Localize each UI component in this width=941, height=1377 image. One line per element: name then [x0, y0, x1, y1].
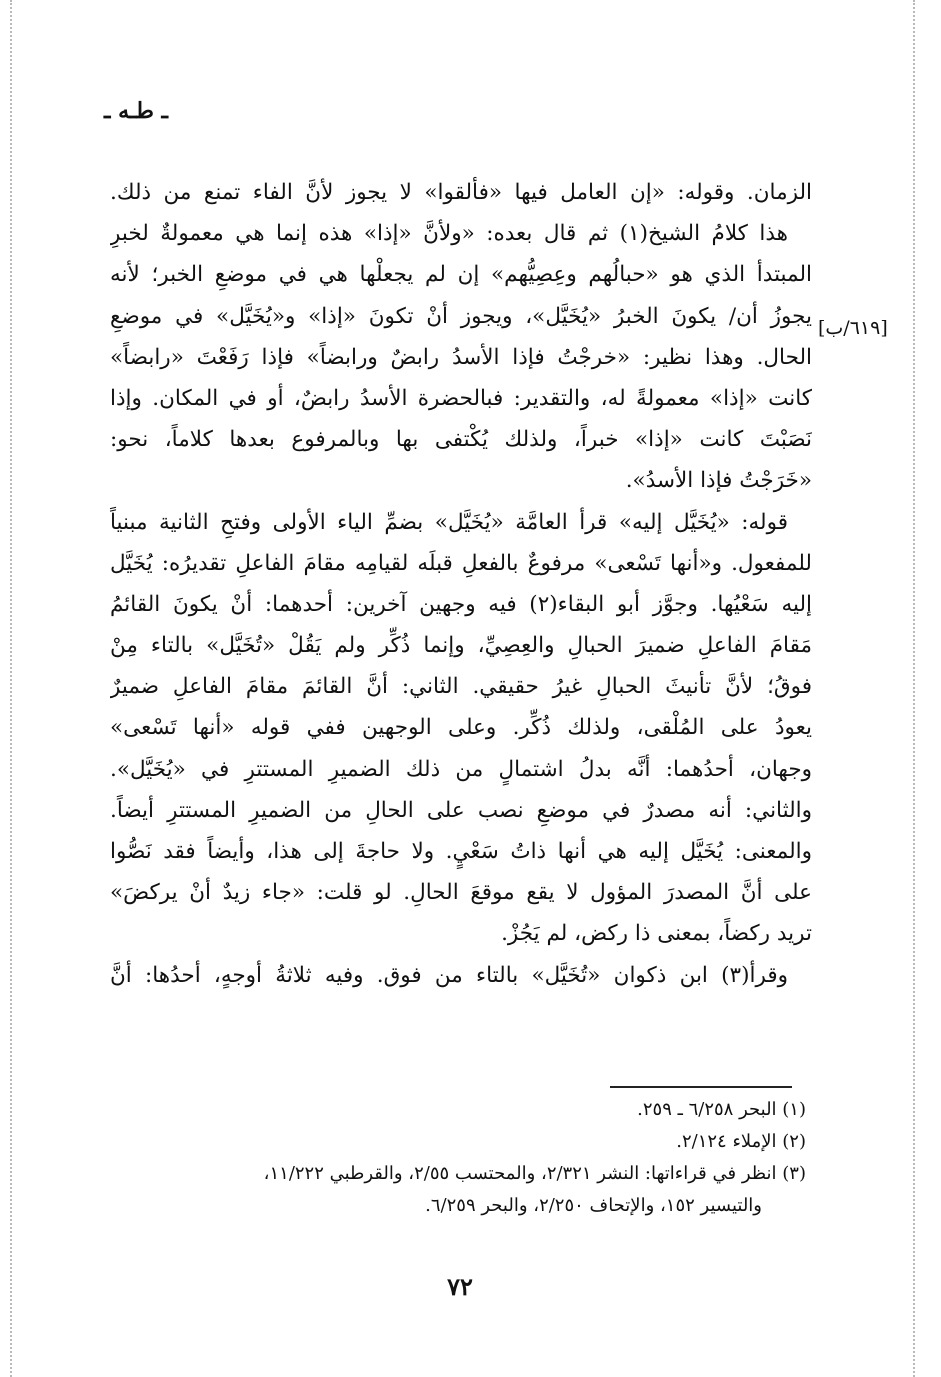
- text-line: إليه سَعْيُها. وجوَّز أبو البقاء(٢) فيه وجهين آخرين: أحدهما: أنْ يكونَ القائمُ: [110, 591, 812, 617]
- main-text: [110, 172, 812, 996]
- text-line: هذا كلامُ الشيخ(١) ثم قال بعده: «ولأنَّ «إذا» هذه إنما هي معمولةٌ لخبرِ: [110, 221, 788, 247]
- scan-edge-right: [913, 0, 915, 1377]
- text-line: الزمان. وقوله: «إن العامل فيها «فألقوا» لا يجوز لأنَّ الفاء تمنع من ذلك.: [110, 180, 812, 205]
- text-line: تريد ركضاً، بمعنى ذا ركض، لم يَجُزْ.: [501, 921, 812, 947]
- text-line: فوقُ؛ لأنَّ تأنيثَ الحبالِ غيرُ حقيقي. الثاني: أنَّ القائمَ مقامَ الفاعلِ ضميرٌ: [110, 674, 812, 700]
- footnotes: [110, 1094, 806, 1222]
- text-line: للمفعول. و«أنها تَسْعى» مرفوعٌ بالفعلِ قبلَه لقيامِه مقامَ الفاعلِ تقديرُه: يُخَيَّل: [110, 550, 812, 576]
- text-line: قوله: «يُخَيَّل إليه» قرأ العامَّة «يُخَيَّل» بضمِّ الياء الأولى وفتحِ الثانية مبنياً: [110, 509, 788, 535]
- text-line: والمعنى: يُخَيَّل إليه هي أنها ذاتُ سَعْيٍ. ولا حاجةَ إلى هذا، وأيضاً فقد نَصُّوا: [110, 839, 812, 864]
- text-line: على أنَّ المصدرَ المؤول لا يقع موقعَ الحالِ. لو قلت: «جاء زيدٌ أنْ يركضَ»: [110, 880, 812, 906]
- text-line: المبتدأ الذي هو «حبالُهم وعِصِيُّهم» إن لم يجعلْها هي في موضعِ الخبر؛ لأنه: [110, 262, 812, 288]
- text-line: وقرأ(٣) ابن ذكوان «تُخَيَّل» بالتاء من فوق. وفيه ثلاثةُ أوجهٍ، أحدُها: أنَّ: [110, 962, 788, 988]
- text-line: نَصَبْتَ كانت «إذا» خبراً، ولذلك يُكْتفى بها وبالمرفوع بعدها كلاماً، نحو:: [110, 427, 812, 453]
- text-line: الحال. وهذا نظير: «خرجْتُ فإذا الأسدُ رابضٌ ورابضاً» فإذا رَفَعْتَ «رابضاً»: [110, 344, 812, 370]
- scan-edge-left: [10, 0, 12, 1377]
- text-line: يعودُ على المُلْقى، ولذلك ذُكِّر. وعلى الوجهين ففي قوله «أنها تَسْعى»: [110, 715, 812, 741]
- text-line: مَقامَ الفاعلِ ضميرَ الحبالِ والعِصِيِّ، وإنما ذُكِّر ولم يَقُلْ «تُخَيَّل» بالتاء مِنْ: [110, 633, 812, 659]
- footnote: (٣) انظر في قراءاتها: النشر ٢/٣٢١، والمحتسب ٢/٥٥، والقرطبي ١١/٢٢٢،: [263, 1163, 806, 1184]
- footnote-continuation: والتيسير ١٥٢، والإتحاف ٢/٢٥٠، والبحر ٦/٢٥٩.: [425, 1195, 762, 1216]
- text-line: وجهان، أحدُهما: أنَّه بدلُ اشتمالٍ من ذلك الضميرِ المستترِ في «يُخَيَّل».: [110, 756, 812, 782]
- text-line: والثاني: أنه مصدرٌ في موضعِ نصب على الحالِ من الضميرِ المستترِ أيضاً.: [110, 797, 812, 823]
- page-number: ٧٢: [447, 1272, 473, 1301]
- footnote: (٢) الإملاء ٢/١٢٤.: [676, 1131, 806, 1152]
- manuscript-folio-note: [٦١٩/ب]: [818, 317, 888, 339]
- footnote: (١) البحر ٦/٢٥٨ ـ ٢٥٩.: [637, 1099, 806, 1120]
- running-head: ـ طـه ـ: [104, 98, 168, 124]
- footnote-separator: [610, 1086, 792, 1088]
- text-line: يجوزُ أن/ يكونَ الخبرُ «يُخَيَّل»، ويجوز أنْ تكونَ «إذا» و«يُخَيَّل» في موضعِ: [110, 303, 812, 329]
- text-line: «خَرَجْتُ فإذا الأسدُ».: [625, 468, 812, 494]
- text-line: كانت «إذا» معمولةً له، والتقدير: فبالحضرة الأسدُ رابضٌ، أو في المكان. وإذا: [110, 385, 812, 411]
